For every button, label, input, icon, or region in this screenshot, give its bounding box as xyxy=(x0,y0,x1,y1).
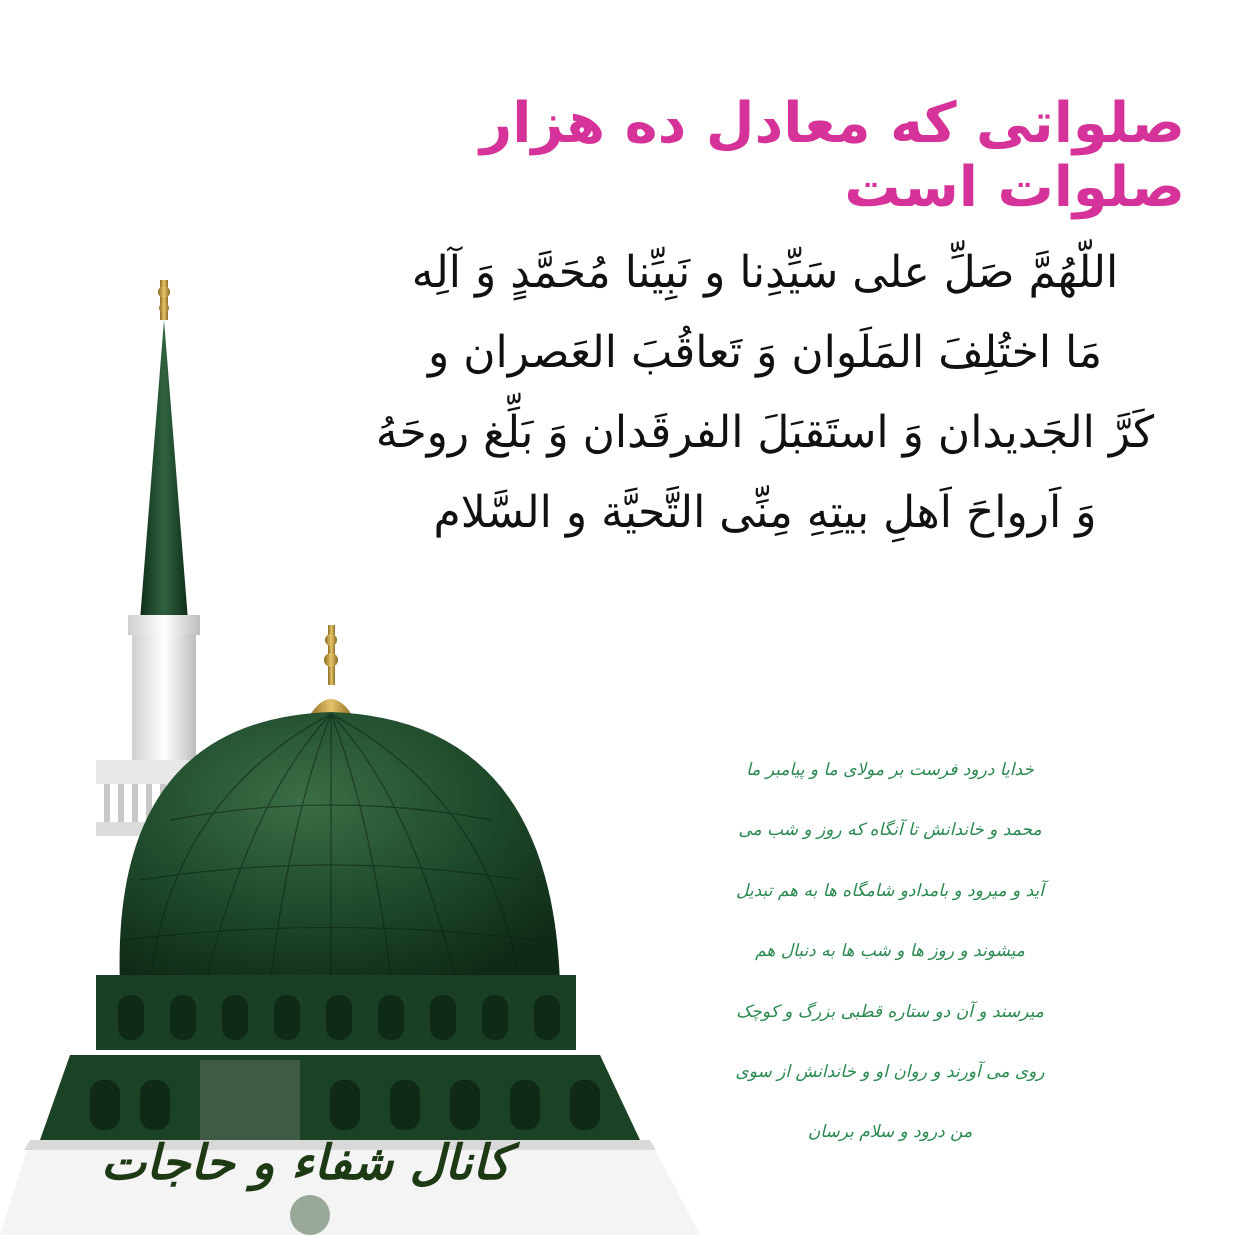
translation-line-7: من درود و سلام برسان xyxy=(807,1122,973,1143)
channel-name: کانال شفاء و حاجات xyxy=(100,1135,510,1191)
prayer-line-3: کَرَّ الجَدیدان وَ استَقبَلَ الفرقَدان وَ بَلِّغ روحَهُ xyxy=(375,407,1155,458)
translation-line-5: میرسند و آن دو ستاره قطبی بزرگ و کوچک xyxy=(736,1001,1044,1022)
dome-finial xyxy=(308,625,354,718)
prayer-line-2: مَا اختُلِفَ المَلَوان وَ تَعاقُبَ العَصران و xyxy=(427,327,1103,378)
translation-line-6: روی می آورند و روان او و خاندانش از سوی xyxy=(735,1061,1045,1082)
prayer-line-1: اللّهُمَّ صَلِّ علی سَیِّدِنا و نَبِیِّنا مُحَمَّدٍ وَ آلِه xyxy=(411,247,1119,298)
page-title: صلواتی که معادل ده هزار صلوات است xyxy=(479,91,1185,221)
translation-line-4: میشوند و روز ها و شب ها به دنبال هم xyxy=(755,941,1025,962)
prayer-line-4: وَ اَرواحَ اَهلِ بیتِهِ مِنِّی التَّحیَّة و السَّلام xyxy=(433,487,1097,538)
salawat-prayer xyxy=(355,240,1175,560)
persian-translation xyxy=(700,760,1080,1183)
translation-line-3: آید و میرود و بامدادو شامگاه ها به هم تبدیل xyxy=(736,880,1044,901)
translation-line-2: محمد و خاندانش تا آنگاه که روز و شب می xyxy=(738,820,1042,841)
translation-line-1: خدایا درود فرست بر مولای ما و پیامبر ما xyxy=(746,760,1034,780)
